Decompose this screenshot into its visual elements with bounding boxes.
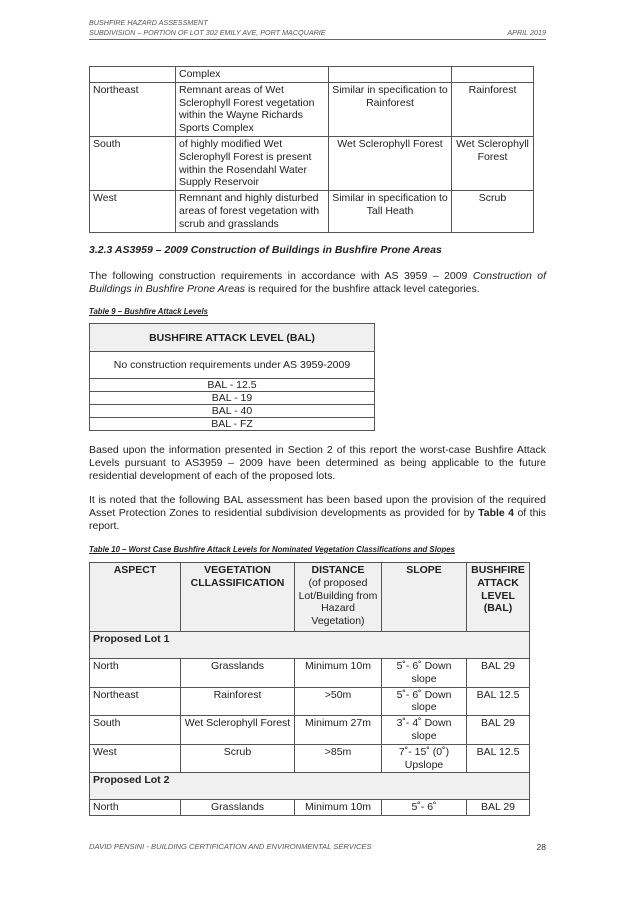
- table-row: [90, 136, 534, 190]
- col-vegetation: VEGETATION CLLASSIFICATION: [181, 563, 295, 632]
- cell-vegetation: Grasslands: [181, 800, 295, 816]
- table-row: [90, 379, 375, 392]
- col-distance: [295, 563, 382, 632]
- bal-level: BAL - 12.5: [90, 379, 375, 392]
- cell-vegetation: Wet Sclerophyll Forest: [181, 716, 295, 745]
- report-title: BUSHFIRE HAZARD ASSESSMENT: [89, 18, 208, 27]
- cell-classification: [452, 67, 534, 83]
- cell-vegetation: Rainforest: [181, 687, 295, 716]
- report-subtitle-row: [89, 28, 546, 37]
- cell-distance: >50m: [295, 687, 382, 716]
- cell-distance: Minimum 10m: [295, 800, 382, 816]
- table-row: [90, 744, 530, 773]
- cell-aspect: Northeast: [90, 82, 176, 136]
- cell-slope: 5˚- 6˚: [382, 800, 467, 816]
- cell-classification: Wet Sclerophyll Forest: [452, 136, 534, 190]
- cell-bal: BAL 12.5: [467, 687, 530, 716]
- cell-slope: 3˚- 4˚ Down slope: [382, 716, 467, 745]
- cell-aspect: West: [90, 191, 176, 232]
- lot-heading-row: [90, 631, 530, 658]
- paragraph-text: The following construction requirements in accordance with AS 3959 – 2009: [89, 270, 473, 282]
- cell-description: Remnant and highly disturbed areas of forest vegetation with scrub and grasslands: [176, 191, 329, 232]
- cell-vegetation: Grasslands: [181, 658, 295, 687]
- cell-bal: BAL 29: [467, 658, 530, 687]
- table-row: [90, 352, 375, 379]
- page-number: 28: [536, 842, 546, 852]
- cell-description: Complex: [176, 67, 329, 83]
- cell-slope: 7˚- 15˚ (0˚) Upslope: [382, 744, 467, 773]
- paragraph-text: is required for the bushfire attack level categories.: [245, 283, 480, 295]
- table10-caption: Table 10 – Worst Case Bushfire Attack Levels for Nominated Vegetation Classifications and Slopes: [89, 545, 455, 554]
- table-row: [90, 392, 375, 405]
- standard-title: Construction of Buildings in Bushfire Prone Areas: [89, 270, 546, 295]
- col-distance-title: DISTANCE: [311, 564, 365, 576]
- cell-bal: BAL 29: [467, 800, 530, 816]
- paragraph-apz-note: [89, 494, 546, 533]
- cell-classification: Rainforest: [452, 82, 534, 136]
- cell-classification: Scrub: [452, 191, 534, 232]
- table-row: [90, 716, 530, 745]
- section-heading: 3.2.3 AS3959 – 2009 Construction of Buildings in Bushfire Prone Areas: [89, 244, 442, 256]
- header-divider: [89, 39, 546, 40]
- paragraph-text: It is noted that the following BAL assessment has been based upon the provision of the required Asset Protection Zones to residential subdivision developments as provided for by: [89, 494, 546, 519]
- lot-heading-row: [90, 773, 530, 800]
- table-row: [90, 405, 375, 418]
- paragraph-worst-case: Based upon the information presented in Section 2 of this report the worst-case Bushfire Attack Levels pursuant to AS3959 – 2009 have been determined as being applicable to the future residential development of each of the proposed lots.: [89, 444, 546, 482]
- cell-similar: [329, 67, 452, 83]
- bal-levels-table: [89, 323, 375, 431]
- table-header-row: [90, 563, 530, 632]
- cell-aspect: Northeast: [90, 687, 181, 716]
- footer-text: DAVID PENSINI - BUILDING CERTIFICATION AND ENVIRONMENTAL SERVICES: [89, 842, 372, 851]
- cell-distance: >85m: [295, 744, 382, 773]
- cell-distance: Minimum 27m: [295, 716, 382, 745]
- col-slope: SLOPE: [382, 563, 467, 632]
- table-row: [90, 418, 375, 431]
- cell-similar: Similar in specification to Rainforest: [329, 82, 452, 136]
- paragraph-text: of this report.: [89, 507, 546, 532]
- worst-case-bal-table: [89, 562, 530, 816]
- table-header-row: [90, 324, 375, 352]
- table-row: [90, 82, 534, 136]
- no-construction-cell: No construction requirements under AS 3959-2009: [90, 352, 375, 379]
- report-subtitle: SUBDIVISION – PORTION OF LOT 302 EMILY AVE, PORT MACQUARIE: [89, 28, 326, 37]
- cell-description: of highly modified Wet Sclerophyll Forest is present within the Rosendahl Water Supply Reservoir: [176, 136, 329, 190]
- cell-similar: Wet Sclerophyll Forest: [329, 136, 452, 190]
- col-bal: BUSHFIRE ATTACK LEVEL (BAL): [467, 563, 530, 632]
- table-reference: Table 4: [478, 507, 515, 519]
- cell-bal: BAL 12.5: [467, 744, 530, 773]
- cell-bal: BAL 29: [467, 716, 530, 745]
- lot-heading: Proposed Lot 2: [90, 773, 530, 800]
- lot-heading: Proposed Lot 1: [90, 631, 530, 658]
- cell-distance: Minimum 10m: [295, 658, 382, 687]
- cell-slope: 5˚- 6˚ Down slope: [382, 658, 467, 687]
- page-footer: [89, 842, 546, 852]
- vegetation-table: [89, 66, 534, 233]
- table-row: [90, 191, 534, 232]
- cell-similar: Similar in specification to Tall Heath: [329, 191, 452, 232]
- bal-level: BAL - 19: [90, 392, 375, 405]
- cell-aspect: South: [90, 136, 176, 190]
- table-row: [90, 658, 530, 687]
- table-row: [90, 800, 530, 816]
- cell-slope: 5˚- 6˚ Down slope: [382, 687, 467, 716]
- table9-caption: Table 9 – Bushfire Attack Levels: [89, 307, 209, 316]
- col-distance-detail: (of proposed Lot/Building from Hazard Vegetation): [298, 576, 378, 628]
- cell-aspect: [90, 67, 176, 83]
- table-row: [90, 67, 534, 83]
- report-date: APRIL 2019: [507, 28, 546, 37]
- paragraph-construction-requirements: [89, 270, 546, 296]
- table-row: [90, 687, 530, 716]
- bal-level: BAL - FZ: [90, 418, 375, 431]
- bal-level: BAL - 40: [90, 405, 375, 418]
- cell-aspect: North: [90, 658, 181, 687]
- cell-aspect: South: [90, 716, 181, 745]
- cell-vegetation: Scrub: [181, 744, 295, 773]
- cell-aspect: West: [90, 744, 181, 773]
- bal-header: BUSHFIRE ATTACK LEVEL (BAL): [90, 324, 375, 352]
- col-aspect: ASPECT: [90, 563, 181, 632]
- cell-description: Remnant areas of Wet Sclerophyll Forest vegetation within the Wayne Richards Sports Complex: [176, 82, 329, 136]
- cell-aspect: North: [90, 800, 181, 816]
